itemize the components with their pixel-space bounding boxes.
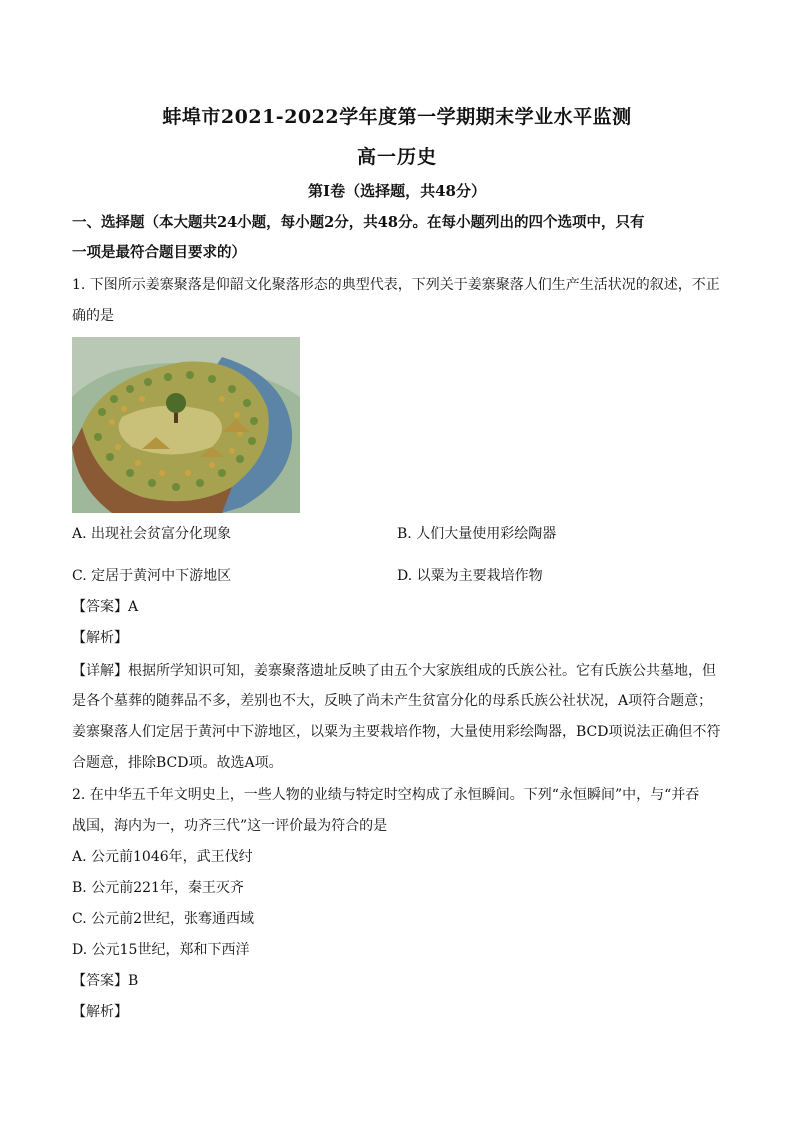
- jiangzhai-settlement-illustration: [72, 337, 300, 513]
- section-heading-line1: 一、选择题（本大题共24小题，每小题2分，共48分。在每小题列出的四个选项中，只有: [72, 214, 645, 231]
- exam-part-heading: 第I卷（选择题，共48分）: [308, 182, 486, 200]
- q2-option-a: A. 公元前1046年，武王伐纣: [72, 849, 253, 865]
- q1-stem-line2: 确的是: [72, 308, 114, 324]
- q1-detail-line2: 是各个墓葬的随葬品不多，差别也不大，反映了尚未产生贫富分化的母系氏族公社状况，A项符合题意；: [72, 693, 713, 709]
- q2-option-b: B. 公元前221年，秦王灭齐: [72, 880, 244, 896]
- q1-analysis-label: 【解析】: [72, 630, 128, 646]
- q1-option-b: B. 人们大量使用彩绘陶器: [397, 526, 557, 542]
- q1-option-d: D. 以粟为主要栽培作物: [397, 568, 543, 584]
- q1-option-a: A. 出现社会贫富分化现象: [72, 526, 232, 542]
- q2-answer: 【答案】B: [72, 973, 139, 989]
- q2-stem-line1: 2. 在中华五千年文明史上，一些人物的业绩与特定时空构成了永恒瞬间。下列“永恒瞬间”中，与“并吞: [72, 787, 700, 803]
- q1-answer: 【答案】A: [72, 599, 139, 615]
- q2-analysis-label: 【解析】: [72, 1004, 128, 1020]
- exam-title: 蚌埠市2021-2022学年度第一学期期末学业水平监测: [162, 106, 632, 128]
- q1-detail-line1: 【详解】根据所学知识可知，姜寨聚落遗址反映了由五个大家族组成的氏族公社。它有氏族公共墓地，但: [72, 663, 716, 679]
- q2-stem-line2: 战国，海内为一，功齐三代”这一评价最为符合的是: [72, 818, 388, 834]
- q1-detail-line3: 姜寨聚落人们定居于黄河中下游地区，以粟为主要栽培作物，大量使用彩绘陶器，BCD项说法正确但不符: [72, 724, 721, 740]
- q1-option-c: C. 定居于黄河中下游地区: [72, 568, 232, 584]
- exam-subject: 高一历史: [356, 146, 437, 168]
- q2-option-c: C. 公元前2世纪，张骞通西域: [72, 911, 255, 927]
- section-heading-line2: 一项是最符合题目要求的）: [72, 244, 246, 261]
- q2-option-d: D. 公元15世纪，郑和下西洋: [72, 942, 250, 958]
- q1-detail-line4: 合题意，排除BCD项。故选A项。: [72, 755, 283, 771]
- q1-stem-line1: 1. 下图所示姜寨聚落是仰韶文化聚落形态的典型代表，下列关于姜寨聚落人们生产生活状况的叙述，不正: [72, 277, 720, 293]
